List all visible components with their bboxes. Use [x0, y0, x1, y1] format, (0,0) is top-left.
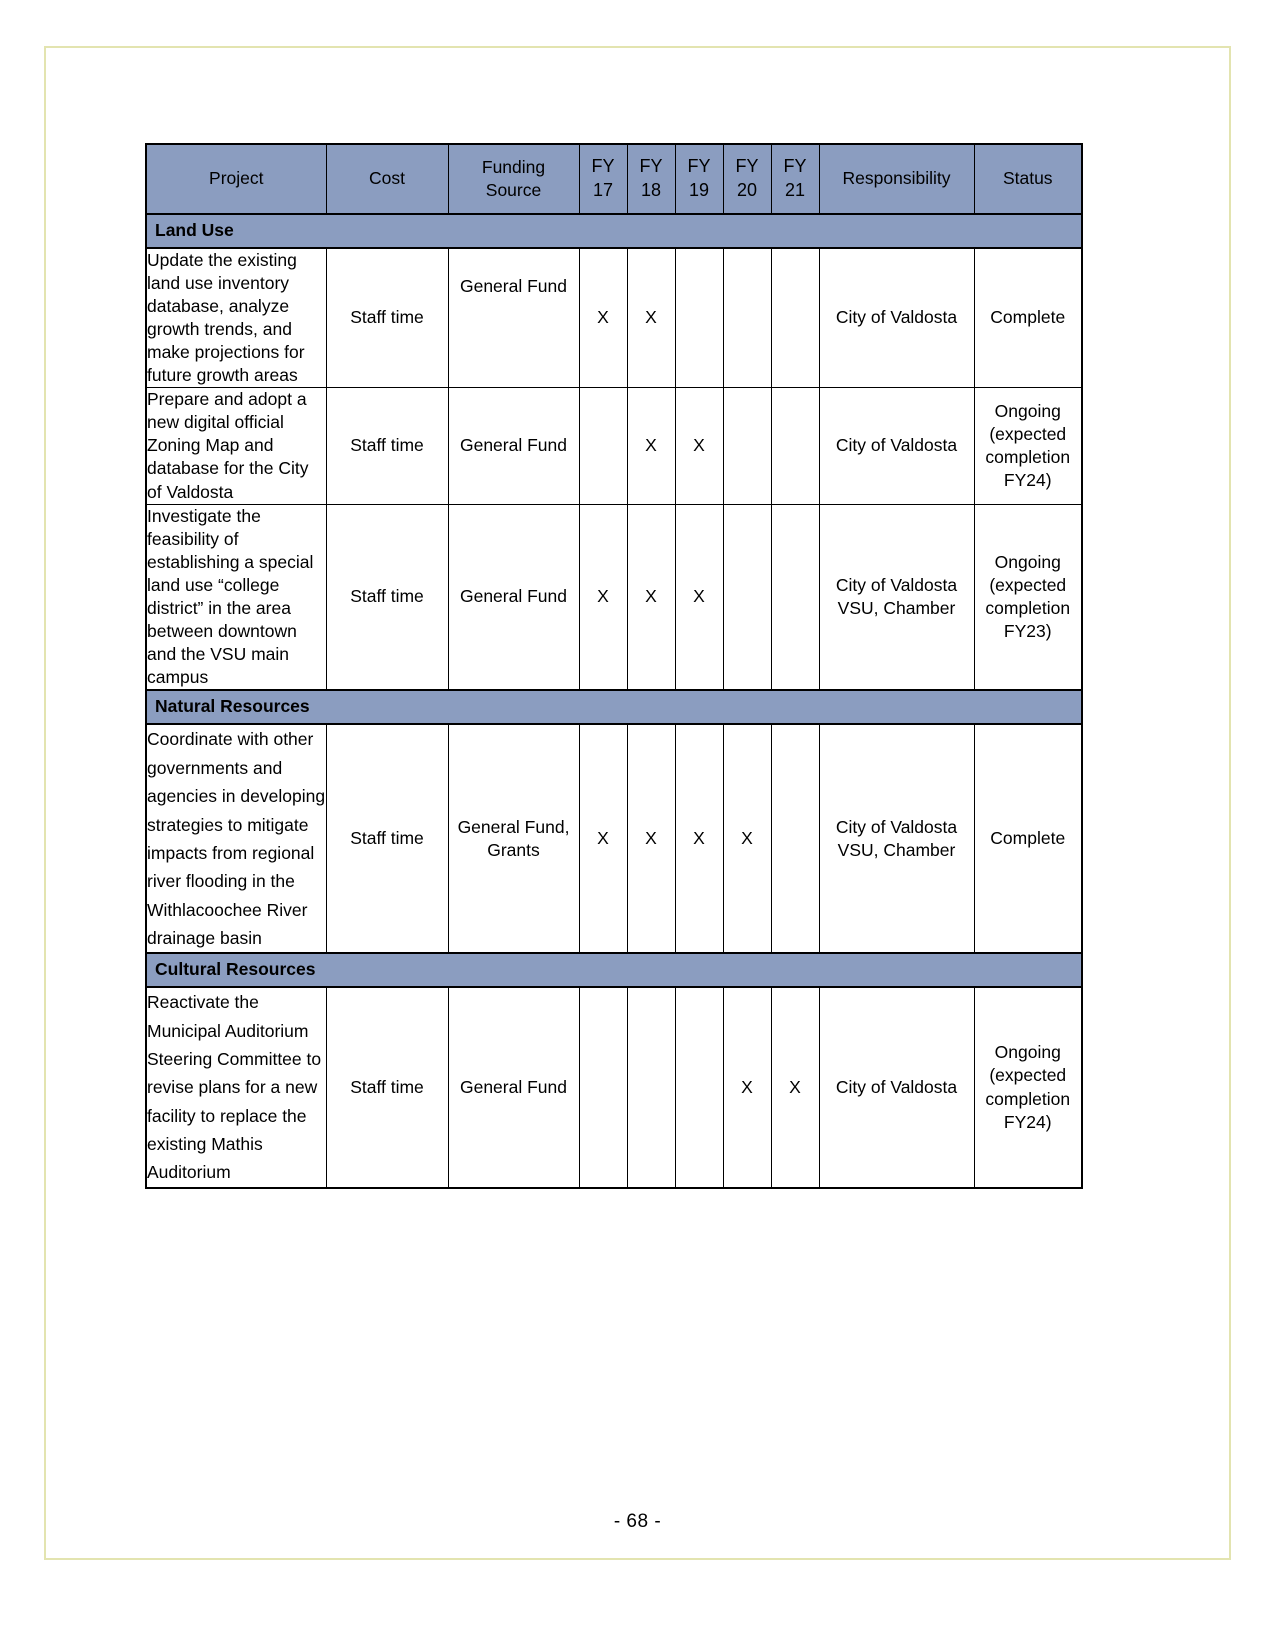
column-header-fy18 [627, 144, 675, 214]
implementation-program-table [145, 143, 1083, 1189]
cell-fy17: X [579, 248, 627, 388]
section-header-row [146, 690, 1082, 724]
cell-fy18: X [627, 388, 675, 504]
cell-fy19: X [675, 724, 723, 953]
cell-fy17: X [579, 724, 627, 953]
cell-fy20: X [723, 724, 771, 953]
cell-project: Update the existing land use inventory database, analyze growth trends, and make projections for future growth areas [146, 248, 326, 388]
fy18-year: 18 [640, 179, 662, 200]
cell-fy21 [771, 724, 819, 953]
cell-cost: Staff time [326, 987, 448, 1187]
table-row [146, 248, 1082, 388]
cell-cost: Staff time [326, 388, 448, 504]
table-header-row [146, 144, 1082, 214]
cell-responsibility: City of Valdosta VSU, Chamber [819, 504, 974, 690]
cell-fy17 [579, 987, 627, 1187]
cell-status: Ongoing (expected completion FY24) [974, 388, 1082, 504]
column-header-responsibility: Responsibility [819, 144, 974, 214]
cell-cost: Staff time [326, 248, 448, 388]
section-title-cultural-resources: Cultural Resources [146, 953, 1082, 987]
cell-fy21 [771, 504, 819, 690]
page-number: - 68 - [613, 1511, 662, 1532]
cell-funding-source: General Fund [448, 248, 579, 388]
page-content [145, 143, 1077, 1189]
cell-cost: Staff time [326, 504, 448, 690]
column-header-fy20 [723, 144, 771, 214]
cell-responsibility: City of Valdosta VSU, Chamber [819, 724, 974, 953]
cell-fy19 [675, 987, 723, 1187]
table-row [146, 724, 1082, 953]
fy19-prefix: FY [687, 156, 711, 176]
cell-status: Complete [974, 724, 1082, 953]
cell-fy21: X [771, 987, 819, 1187]
cell-responsibility: City of Valdosta [819, 388, 974, 504]
table-row [146, 987, 1082, 1187]
cell-status: Ongoing (expected completion FY23) [974, 504, 1082, 690]
cell-responsibility: City of Valdosta [819, 248, 974, 388]
fy21-prefix: FY [783, 156, 807, 176]
cell-funding-source: General Fund, Grants [448, 724, 579, 953]
cell-project: Prepare and adopt a new digital official Zoning Map and database for the City of Valdosta [146, 388, 326, 504]
cell-fy19 [675, 248, 723, 388]
cell-cost: Staff time [326, 724, 448, 953]
column-header-funding-source [448, 144, 579, 214]
cell-fy20: X [723, 987, 771, 1187]
cell-project: Investigate the feasibility of establishing a special land use “college district” in the area between downtown and the VSU main campus [146, 504, 326, 690]
column-header-fy19 [675, 144, 723, 214]
fy17-prefix: FY [591, 156, 615, 176]
table-row [146, 504, 1082, 690]
cell-fy21 [771, 248, 819, 388]
cell-project: Coordinate with other governments and agencies in developing strategies to mitigate impacts from regional river flooding in the Withlacoochee River drainage basin [146, 724, 326, 953]
cell-funding-source: General Fund [448, 504, 579, 690]
column-header-fy21 [771, 144, 819, 214]
section-title-land-use: Land Use [146, 214, 1082, 248]
cell-fy20 [723, 248, 771, 388]
cell-fy18 [627, 987, 675, 1187]
cell-funding-source: General Fund [448, 388, 579, 504]
section-header-row [146, 953, 1082, 987]
cell-fy20 [723, 388, 771, 504]
cell-fy21 [771, 388, 819, 504]
cell-funding-source: General Fund [448, 987, 579, 1187]
funding-source-line-2: Source [485, 179, 542, 200]
cell-responsibility: City of Valdosta [819, 987, 974, 1187]
cell-fy17 [579, 388, 627, 504]
cell-fy18: X [627, 504, 675, 690]
fy20-year: 20 [736, 179, 758, 200]
section-header-row [146, 214, 1082, 248]
cell-fy19: X [675, 388, 723, 504]
cell-fy18: X [627, 724, 675, 953]
cell-status: Ongoing (expected completion FY24) [974, 987, 1082, 1187]
column-header-project: Project [146, 144, 326, 214]
column-header-cost: Cost [326, 144, 448, 214]
cell-status: Complete [974, 248, 1082, 388]
section-title-natural-resources: Natural Resources [146, 690, 1082, 724]
cell-fy17: X [579, 504, 627, 690]
column-header-fy17 [579, 144, 627, 214]
fy18-prefix: FY [639, 156, 663, 176]
fy19-year: 19 [688, 179, 710, 200]
cell-project: Reactivate the Municipal Auditorium Steering Committee to revise plans for a new facility to replace the existing Mathis Auditorium [146, 987, 326, 1187]
funding-source-line-1: Funding [481, 156, 546, 177]
cell-fy19: X [675, 504, 723, 690]
table-row [146, 388, 1082, 504]
fy20-prefix: FY [735, 156, 759, 176]
cell-fy18: X [627, 248, 675, 388]
fy17-year: 17 [592, 179, 614, 200]
fy21-year: 21 [784, 179, 806, 200]
column-header-status: Status [974, 144, 1082, 214]
cell-fy20 [723, 504, 771, 690]
